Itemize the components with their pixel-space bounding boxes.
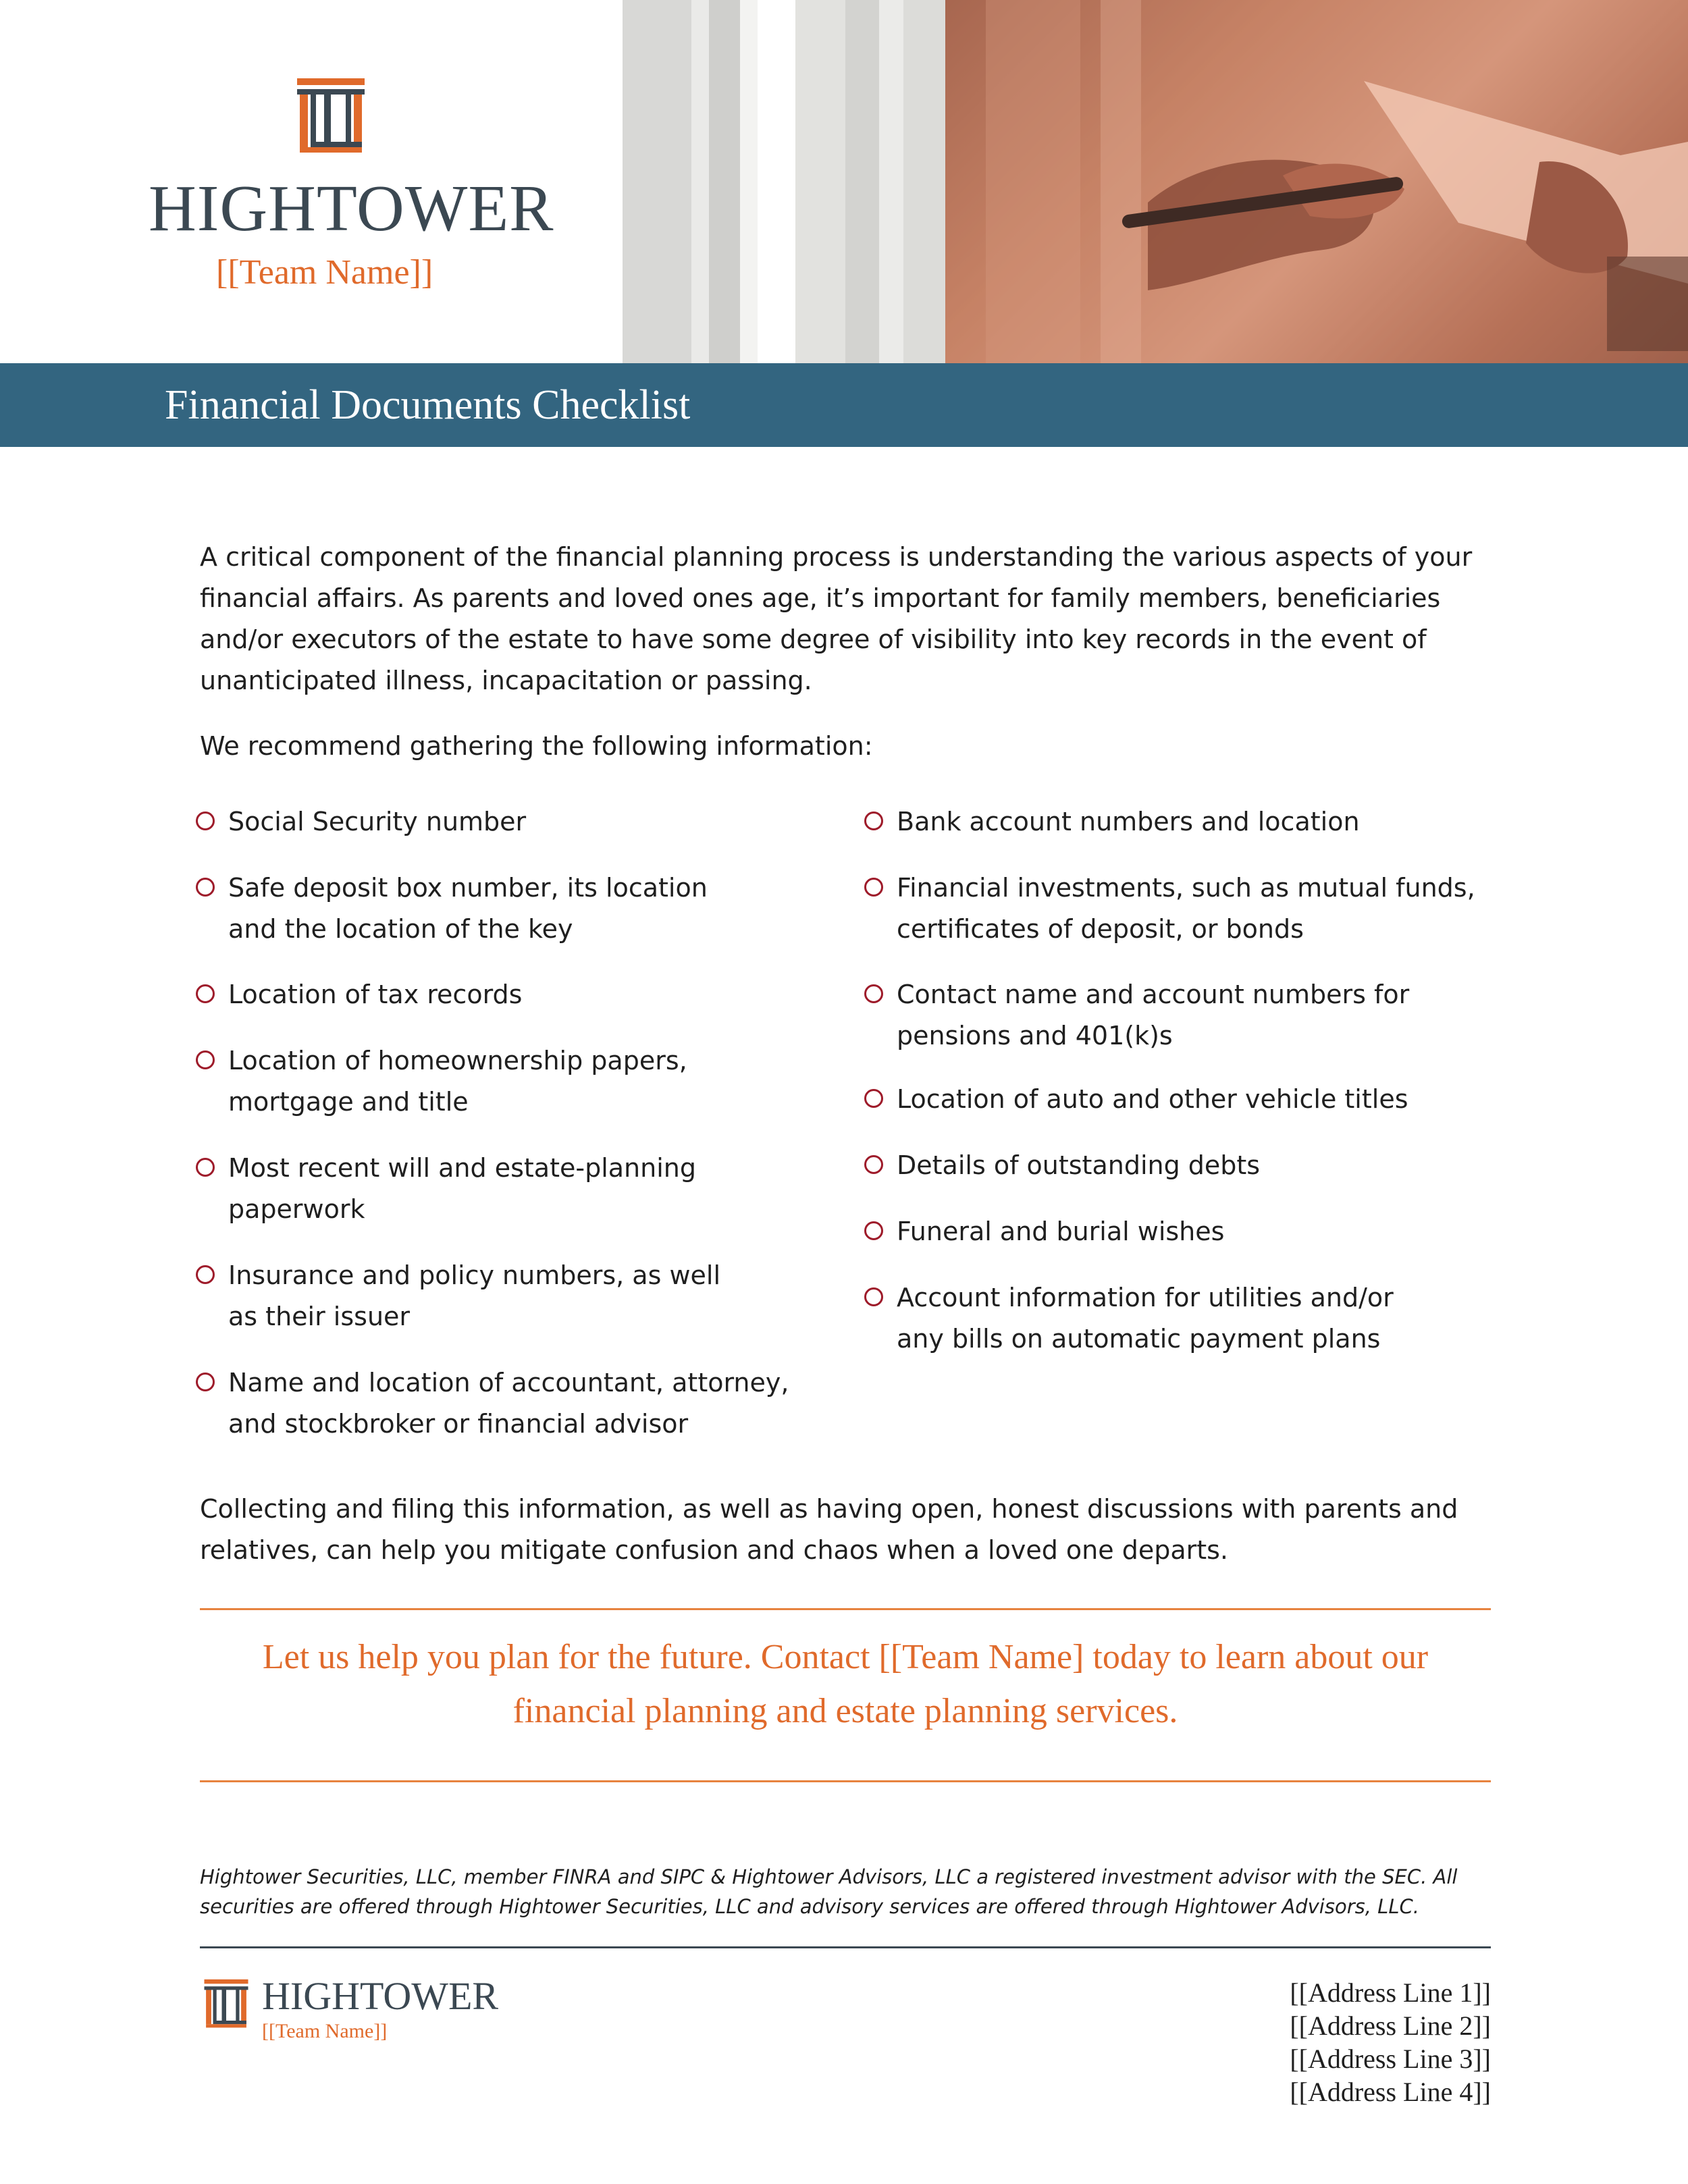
title-bar <box>0 363 1688 447</box>
checklist-item-text: Social Security number <box>228 807 527 836</box>
call-to-action: Let us help you plan for the future. Contact [[Team Name] today to learn about our financial planning and estate planning services. <box>262 1638 1429 1730</box>
circle-bullet-icon <box>196 984 215 1003</box>
recommend-text: We recommend gathering the following information: <box>200 731 873 761</box>
footer-rule <box>200 1946 1491 1948</box>
hightower-logo-icon <box>200 1974 253 2032</box>
hightower-logo-icon <box>290 74 371 155</box>
address-line: [[Address Line 4]] <box>1290 2077 1491 2107</box>
checklist-item-text: Insurance and policy numbers, as well as their issuer <box>228 1260 721 1331</box>
address-line: [[Address Line 3]] <box>1290 2044 1491 2074</box>
photo-illustration <box>945 0 1688 363</box>
checklist-item-text: Safe deposit box number, its location and the location of the key <box>228 873 708 944</box>
checklist-item-text: Location of auto and other vehicle titles <box>897 1084 1408 1114</box>
header-photo <box>945 0 1688 363</box>
checklist-item-text: Account information for utilities and/or any bills on automatic payment plans <box>897 1283 1394 1354</box>
address-block <box>1290 1976 1491 2108</box>
brand-name: HIGHTOWER <box>149 172 554 245</box>
address-line: [[Address Line 1]] <box>1290 1977 1491 2008</box>
circle-bullet-icon <box>196 1050 215 1069</box>
closing-paragraph: Collecting and filing this information, as well as having open, honest discussions with parents and relatives, can help you mitigate confusion and chaos when a loved one departs. <box>200 1494 1458 1565</box>
circle-bullet-icon <box>196 1158 215 1177</box>
checklist-item-text: Most recent will and estate-planning paperwork <box>228 1153 696 1224</box>
intro-paragraph: A critical component of the financial planning process is understanding the various aspects of your financial affairs. As parents and loved ones age, it’s important for family members, beneficiaries and/or executors of the estate to have some degree of visibility into key records in the event of unanticipated illness, incapacitation or passing. <box>200 542 1473 695</box>
checklist-item-text: Name and location of accountant, attorney, and stockbroker or financial advisor <box>228 1368 789 1439</box>
cta-top-rule <box>200 1608 1491 1610</box>
checklist-item-text: Details of outstanding debts <box>897 1150 1261 1180</box>
checklist-item-text: Contact name and account numbers for pensions and 401(k)s <box>897 980 1410 1050</box>
brand-logo <box>149 74 554 292</box>
disclaimer: Hightower Securities, LLC, member FINRA and SIPC & Hightower Advisors, LLC a registered investment advisor with the SEC. All securities are offered through Hightower Securities, LLC and advisory services are offered through Hightower Advisors, LLC. <box>200 1865 1458 1918</box>
circle-bullet-icon <box>864 1287 883 1306</box>
checklist-item-text: Financial investments, such as mutual funds, certificates of deposit, or bonds <box>897 873 1475 944</box>
footer-logo <box>200 1971 524 2046</box>
header <box>0 0 1688 428</box>
page-title: Financial Documents Checklist <box>165 382 691 428</box>
circle-bullet-icon <box>196 1265 215 1284</box>
circle-bullet-icon <box>864 984 883 1003</box>
circle-bullet-icon <box>864 1221 883 1240</box>
circle-bullet-icon <box>196 878 215 897</box>
checklist-item-text: Bank account numbers and location <box>897 807 1360 836</box>
footer-team-name: [[Team Name]] <box>262 2020 388 2042</box>
circle-bullet-icon <box>864 878 883 897</box>
address-line: [[Address Line 2]] <box>1290 2010 1491 2041</box>
circle-bullet-icon <box>196 811 215 830</box>
checklist-item-text: Funeral and burial wishes <box>897 1217 1225 1246</box>
cta-bottom-rule <box>200 1780 1491 1782</box>
circle-bullet-icon <box>864 811 883 830</box>
circle-bullet-icon <box>196 1373 215 1391</box>
team-name: [[Team Name]] <box>216 253 433 292</box>
checklist-item-text: Location of homeownership papers, mortgage and title <box>228 1046 687 1117</box>
checklist-item-text: Location of tax records <box>228 980 523 1009</box>
circle-bullet-icon <box>864 1155 883 1174</box>
decorative-stripes <box>623 0 947 363</box>
footer-brand-name: HIGHTOWER <box>262 1974 499 2018</box>
circle-bullet-icon <box>864 1089 883 1108</box>
